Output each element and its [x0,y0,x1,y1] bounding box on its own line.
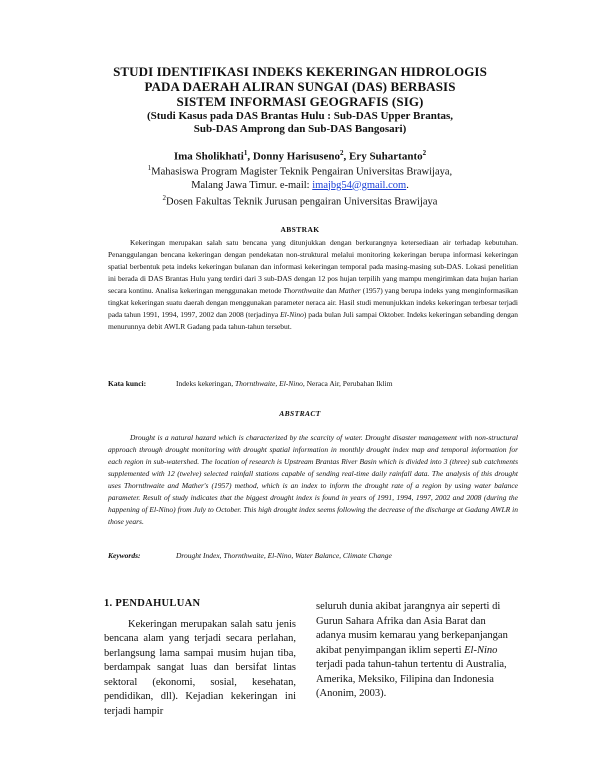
author-name: Ery Suhartanto [348,150,423,163]
body-paragraph: seluruh dunia akibat jarangnya air seperti di Gurun Sahara Afrika dan Asia Barat dan adanya musim kemarau yang berkepanjangan akibat penyimpangan iklim seperti El-Nino terjadi pada tahun-tahun tertentu di Australia, Amerika, Meksiko, Filipina dan Indonesia (Anonim, 2003). [316,601,508,699]
body-column-right [316,600,512,702]
subtitle-line-1: (Studi Kasus pada DAS Brantas Hulu : Sub-DAS Upper Brantas, [146,110,454,122]
affiliation-1: $^1$Mahasiswa Program Magister Teknik Pengairan Universitas Brawijaya, [147,164,453,178]
title-line-3: SISTEM INFORMASI GEOGRAFIS (SIG) [176,94,424,109]
author-affiliation-mark: 2 [422,149,427,157]
abstract-heading: ABSTRACT [279,409,321,418]
affiliations [100,162,500,208]
keywords-label: Keywords: [108,551,141,560]
title-line-1: STUDI IDENTIFIKASI INDEKS KEKERINGAN HIDROLOGIS [113,64,487,79]
subtitle-line-2: Sub-DAS Amprong dan Sub-DAS Bangosari) [193,123,407,135]
abstract-body: Drought is a natural hazard which is characterized by the scarcity of water. Drought disaster management with non-structural approach through drought monitoring with drought spatial information in monthly drought index map and temporal information for each region in sub-watershed. The location of research is Upstream Brantas River Basin which is divided into 3 (three) sub catchments supplemented with 12 (twelve) selected rainfall stations capable of sending real-time daily rainfall data. The analysis of this drought uses Thornthwaite and Mather's (1957) method, which is an index to inform the drought rate of a region by using water balance parameter. Result of study indicates that the biggest drought index is found in years of 1991, 1994, 1997, 2002 and 2008 (during the happening of El-Nino) from July to October. This high drought index seems following the decrease of the discharge at Gadang AWLR in those years. [108,433,518,526]
body-paragraph: Kekeringan merupakan salah satu jenis bencana alam yang terjadi secara perlahan, berlangsung lama sampai musim hujan tiba, berdampak sangat luas dan bersifat lintas sektoral (ekonomi, sosial, kesehatan, pendidikan, dll). Kejadian kekeringan ini terjadi hampir [104,618,296,717]
abstrak-body: Kekeringan merupakan salah satu bencana yang ditunjukkan dengan berkurangnya ketersediaan air terhadap kebutuhan. Penanggulangan bencana kekeringan dengan pendekatan non-struktural melalui monitoring kekeringan berupa informasi kekeringan spatial berbentuk peta indeks kekeringan bulanan dan informasi kekeringan temporal pada masing-masing sub-DAS. Lokasi penelitian ini berada di DAS Brantas Hulu yang terdiri dari 3 sub-DAS dengan 12 pos hujan terpilih yang mampu mengirimkan data hujan harian secara kontinu. Analisa kekeringan menggunakan metode Thornthwaite dan Mather (1957) yang berupa indeks yang menginformasikan tingkat kekeringan suatu daerah dengan menggunakan parameter neraca air. Hasil studi menunjukkan indeks kekeringan terbesar terjadi pada tahun 1991, 1994, 1997, 2002 dan 2008 (terjadinya El-Nino) pada bulan Juli sampai Oktober. Indeks kekeringan sebanding dengan menurunnya debit AWLR Gadang pada tahun-tahun tersebut. [108,238,518,331]
paper-subtitle [60,110,540,136]
email-link[interactable]: imajbg54@gmail.com [312,179,407,191]
author-affiliation-mark: 1 [243,149,248,157]
kata-kunci: Kata kunci: Indeks kekeringan, Thornthwaite, El-Nino, Neraca Air, Perubahan Iklim [108,379,393,388]
author-name: Donny Harisuseno [252,150,340,163]
title-line-2: PADA DAERAH ALIRAN SUNGAI (DAS) BERBASIS [144,79,456,94]
paper-title [60,64,540,109]
affiliation-2: $^2$Dosen Fakultas Teknik Jurusan pengairan Universitas Brawijaya [162,193,438,207]
affiliation-1-contact: Malang Jawa Timur. e-mail: imajbg54@gmail.com. [191,179,409,191]
body-column-left [104,597,296,719]
keywords: Keywords: Drought Index, Thornthwaite, El-Nino, Water Balance, Climate Change [108,551,392,560]
kata-kunci-label: Kata kunci: [108,379,147,388]
author-name: Ima Sholikhati [173,150,244,163]
abstrak-heading: ABSTRAK [280,225,320,234]
author-list: Ima Sholikhati$^1$, Donny Harisuseno$^2$, Ery Suhartanto$^2$ [173,149,427,163]
section-heading: 1. PENDAHULUAN [104,598,201,609]
author-affiliation-mark: 2 [339,149,344,157]
